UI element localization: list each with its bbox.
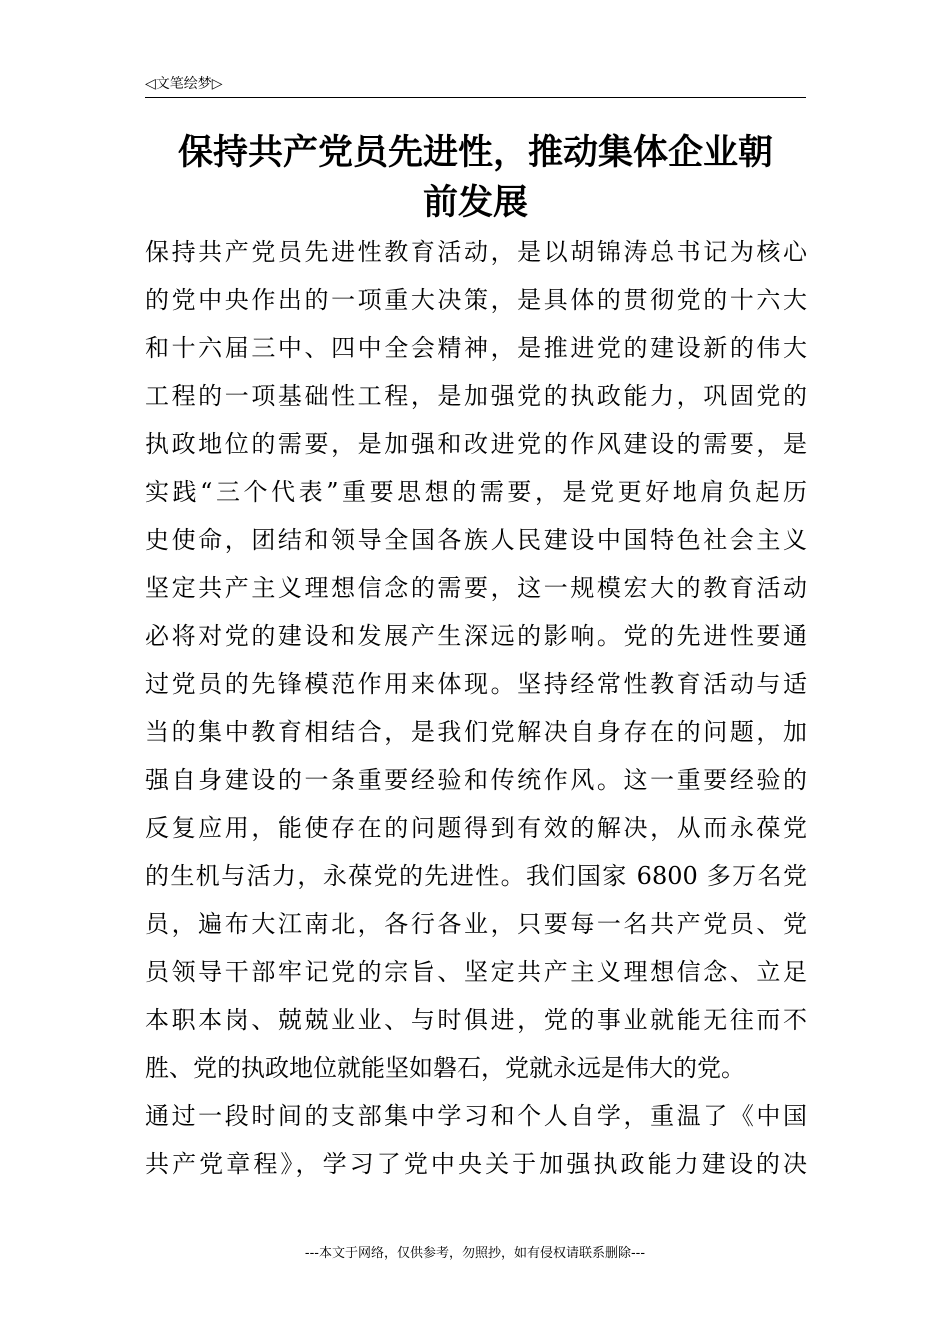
text-line: 的生机与活力，永葆党的先进性。我们国家 6800 多万名党 bbox=[145, 862, 807, 890]
text-line: 当的集中教育相结合，是我们党解决自身存在的问题，加 bbox=[145, 718, 807, 746]
text-line: 本职本岗、兢兢业业、与时俱进，党的事业就能无往而不 bbox=[145, 1006, 807, 1034]
text-line: 和十六届三中、四中全会精神，是推进党的建设新的伟大 bbox=[145, 334, 807, 362]
header-label: ◁文笔绘梦▷ bbox=[145, 76, 223, 92]
text-line: 通过一段时间的支部集中学习和个人自学，重温了《中国 bbox=[145, 1102, 807, 1130]
title-line-2: 前发展 bbox=[422, 183, 528, 223]
text-line: 员领导干部牢记党的宗旨、坚定共产主义理想信念、立足 bbox=[145, 958, 807, 986]
text-line: 坚定共产主义理想信念的需要，这一规模宏大的教育活动 bbox=[145, 574, 807, 602]
text-line: 员，遍布大江南北，各行各业，只要每一名共产党员、党 bbox=[145, 910, 807, 938]
footer-disclaimer: ---本文于网络，仅供参考，勿照抄，如有侵权请联系删除--- bbox=[304, 1246, 646, 1261]
text-line: 保持共产党员先进性教育活动，是以胡锦涛总书记为核心 bbox=[145, 238, 807, 266]
paragraph-1 bbox=[145, 228, 807, 1092]
text-line: 史使命，团结和领导全国各族人民建设中国特色社会主义 bbox=[145, 526, 807, 554]
text-line: 反复应用，能使存在的问题得到有效的解决，从而永葆党 bbox=[145, 814, 807, 842]
title-line-1: 保持共产党员先进性，推动集体企业朝 bbox=[177, 133, 773, 173]
text-line: 共产党章程》，学习了党中央关于加强执政能力建设的决 bbox=[145, 1150, 807, 1178]
text-line: 过党员的先锋模范作用来体现。坚持经常性教育活动与适 bbox=[145, 670, 807, 698]
text-line: 的党中央作出的一项重大决策，是具体的贯彻党的十六大 bbox=[145, 286, 807, 314]
text-line: 工程的一项基础性工程，是加强党的执政能力，巩固党的 bbox=[145, 382, 807, 410]
document-body bbox=[145, 228, 807, 1188]
text-line: 必将对党的建设和发展产生深远的影响。党的先进性要通 bbox=[145, 622, 807, 650]
text-line: 强自身建设的一条重要经验和传统作风。这一重要经验的 bbox=[145, 766, 807, 794]
header-divider bbox=[145, 97, 806, 98]
document-title bbox=[145, 128, 806, 228]
text-line: 实践“三个代表”重要思想的需要，是党更好地肩负起历 bbox=[145, 478, 807, 506]
paragraph-2 bbox=[145, 1092, 807, 1188]
text-line: 执政地位的需要，是加强和改进党的作风建设的需要，是 bbox=[145, 430, 807, 458]
text-line: 胜、党的执政地位就能坚如磐石，党就永远是伟大的党。 bbox=[145, 1054, 745, 1082]
